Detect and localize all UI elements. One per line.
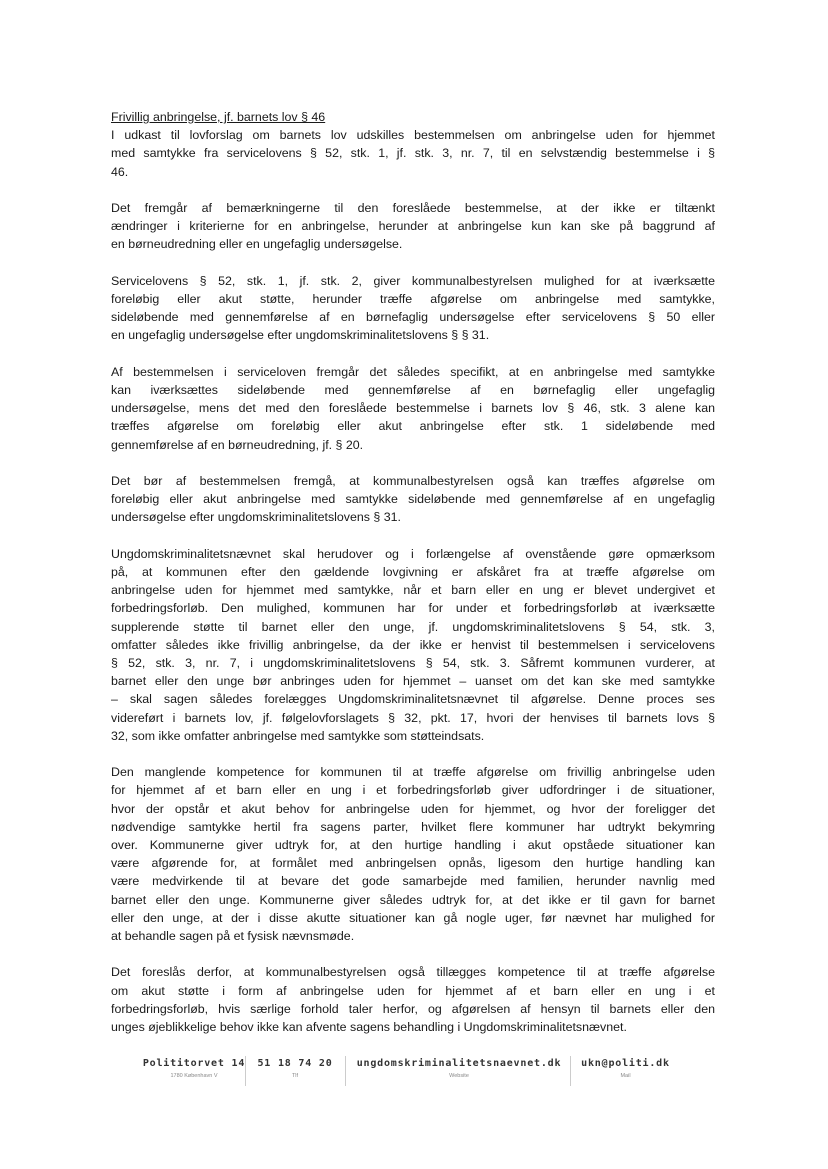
footer-website-link[interactable]: ungdomskriminalitetsnaevnet.dk <box>356 1058 562 1069</box>
text-line: I udkast til lovforslag om barnets lov udskilles bestemmelsen om anbringelse uden for hjemmet <box>111 128 715 143</box>
paragraph <box>111 763 715 945</box>
footer-phone-text: 51 18 74 20 <box>257 1058 333 1069</box>
text-line: Af bestemmelsen i serviceloven fremgår det således specifikt, at en anbringelse med samtykke <box>111 364 715 379</box>
footer-divider <box>245 1056 246 1086</box>
text-line: unges øjeblikkelige behov ikke kan afvente sagens behandling i Ungdomskriminalitetsnævnet. <box>111 1020 627 1035</box>
text-line: forbedringsforløb. Den mulighed, kommunen har for under et forbedringsforløb at iværksætte <box>111 601 715 616</box>
text-line: med samtykke fra servicelovens § 52, stk. 1, jf. stk. 3, nr. 7, til en selvstændig bestemmelse i § <box>111 146 715 161</box>
footer-address <box>140 1058 248 1079</box>
text-line: eller den unge, at der i disse akutte situationer kan gå nogle uger, før nævnet har mulighed for <box>111 910 715 925</box>
footer-mail-sub: Mail <box>620 1073 631 1079</box>
text-line: barnet eller den unge. Kommunerne giver således udtryk for, at det ikke er til gavn for barnet <box>111 892 715 907</box>
text-line: barnet eller den unge bør anbringes uden for hjemmet – uanset om det kan ske med samtykke <box>111 674 715 689</box>
text-line: kan iværksættes sideløbende med gennemførelse af en børnefaglig eller ungefaglig <box>111 383 715 397</box>
paragraph <box>111 963 715 1036</box>
text-line: Servicelovens § 52, stk. 1, jf. stk. 2, giver kommunalbestyrelsen mulighed for at iværksætte <box>111 273 715 288</box>
text-line: 46. <box>111 164 129 179</box>
footer-address-text: Polititorvet 14 <box>142 1058 246 1069</box>
paragraph <box>111 545 715 745</box>
paragraph <box>111 199 715 254</box>
footer-address-sub: 1780 København V <box>170 1073 218 1079</box>
text-line: – skal sagen således forelægges Ungdomskriminalitetsnævnet til afgørelse. Denne proces ses <box>111 692 715 707</box>
footer-website-sub: Website <box>449 1073 469 1079</box>
text-line: Ungdomskriminalitetsnævnet skal herudover og i forlængelse af ovenstående gøre opmærksom <box>111 546 715 561</box>
paragraph <box>111 126 715 181</box>
footer-divider <box>345 1056 346 1086</box>
text-line: en ungefaglig undersøgelse efter ungdomskriminalitetslovens § § 31. <box>111 328 490 343</box>
text-line: sideløbende med gennemførelse af en børnefaglig undersøgelse efter servicelovens § 50 eller <box>111 310 715 325</box>
text-line: undersøgelse efter ungdomskriminalitetslovens § 31. <box>111 510 401 525</box>
text-line: omfatter således ikke frivillig anbringelse, da der ikke er henvist til bestemmelsen i servicelovens <box>111 637 715 652</box>
text-line: supplerende støtte til barnet eller den unge, jf. ungdomskriminalitetslovens § 54, stk. 3, <box>111 619 715 634</box>
text-line: Det foreslås derfor, at kommunalbestyrelsen også tillægges kompetence til at træffe afgørelse <box>111 965 715 980</box>
text-line: være medvirkende til at bevare det gode samarbejde med familien, herunder navnlig med <box>111 874 715 889</box>
footer-phone <box>255 1058 335 1079</box>
text-line: være afgørende for, at formålet med anbringelsen opnås, ligesom den hurtige handling kan <box>111 856 715 871</box>
text-line: for hjemmet af et barn eller en ung i et forbedringsforløb giver udfordringer i de situationer, <box>111 783 715 798</box>
text-line: § 52, stk. 3, nr. 7, i ungdomskriminalitetslovens § 54, stk. 3. Såfremt kommunen vurderer, at <box>111 656 715 671</box>
text-line: Det bør af bestemmelsen fremgå, at kommunalbestyrelsen også kan træffes afgørelse om <box>111 474 715 488</box>
text-line: forbedringsforløb, hvis særlige forhold taler herfor, og afgørelsen af hensyn til barnets eller den <box>111 1001 715 1016</box>
paragraph <box>111 472 715 527</box>
text-line: om akut støtte i form af anbringelse uden for hjemmet af et barn eller en ung i et <box>111 983 715 998</box>
footer-phone-sub: Tlf <box>291 1073 299 1079</box>
text-line: 32, som ikke omfatter anbringelse med samtykke som støtteindsats. <box>111 728 485 743</box>
text-line: Den manglende kompetence for kommunen til at træffe afgørelse om frivillig anbringelse uden <box>111 765 715 780</box>
footer-mail-link[interactable]: ukn@politi.dk <box>581 1058 670 1069</box>
footer-website <box>355 1058 563 1079</box>
text-line: videreført i barnets lov, jf. følgelovforslagets § 32, pkt. 17, hvori der henvises til barnets lovs § <box>111 710 715 725</box>
text-line: træffes afgørelse om foreløbig eller akut anbringelse efter stk. 1 sideløbende med <box>111 419 715 434</box>
text-line: at behandle sagen på et fysisk nævnsmøde. <box>111 929 355 944</box>
footer-divider <box>570 1056 571 1086</box>
paragraph <box>111 363 715 454</box>
page-footer <box>0 1058 828 1088</box>
text-line: på, at kommunen efter den gældende lovgivning er afskåret fra at træffe afgørelse om <box>111 565 715 579</box>
section-heading: Frivillig anbringelse, jf. barnets lov § 46 <box>111 110 326 124</box>
text-line: anbringelse uden for hjemmet med samtykke, når et barn eller en ung er blevet undergivet et <box>111 583 715 598</box>
text-line: en børneudredning eller en ungefaglig undersøgelse. <box>111 237 403 252</box>
text-line: foreløbig eller akut anbringelse med samtykke sideløbende med gennemførelse af en ungefaglig <box>111 492 715 507</box>
document-body <box>111 108 715 1054</box>
text-line: gennemførelse af en børneudredning, jf. § 20. <box>111 437 364 452</box>
paragraph <box>111 272 715 345</box>
text-line: undersøgelse, mens det med den foreslåede bestemmelse i barnets lov § 46, stk. 3 alene kan <box>111 401 715 416</box>
text-line: hvor der opstår et akut behov for anbringelse uden for hjemmet, og hvor der foreligger det <box>111 801 715 816</box>
footer-mail <box>578 1058 673 1079</box>
text-line: ændringer i kriterierne for en anbringelse, herunder at anbringelse kun kan ske på baggrund af <box>111 219 715 234</box>
text-line: Det fremgår af bemærkningerne til den foreslåede bestemmelse, at der ikke er tiltænkt <box>111 201 715 215</box>
text-line: over. Kommunerne giver udtryk for, at den hurtige handling i akut opståede situationer kan <box>111 838 715 853</box>
text-line: foreløbig eller akut støtte, herunder træffe afgørelse om anbringelse med samtykke, <box>111 292 715 306</box>
text-line: nødvendige samtykke hertil fra sagens parter, hvilket flere kommuner har udtrykt bekymring <box>111 819 715 834</box>
